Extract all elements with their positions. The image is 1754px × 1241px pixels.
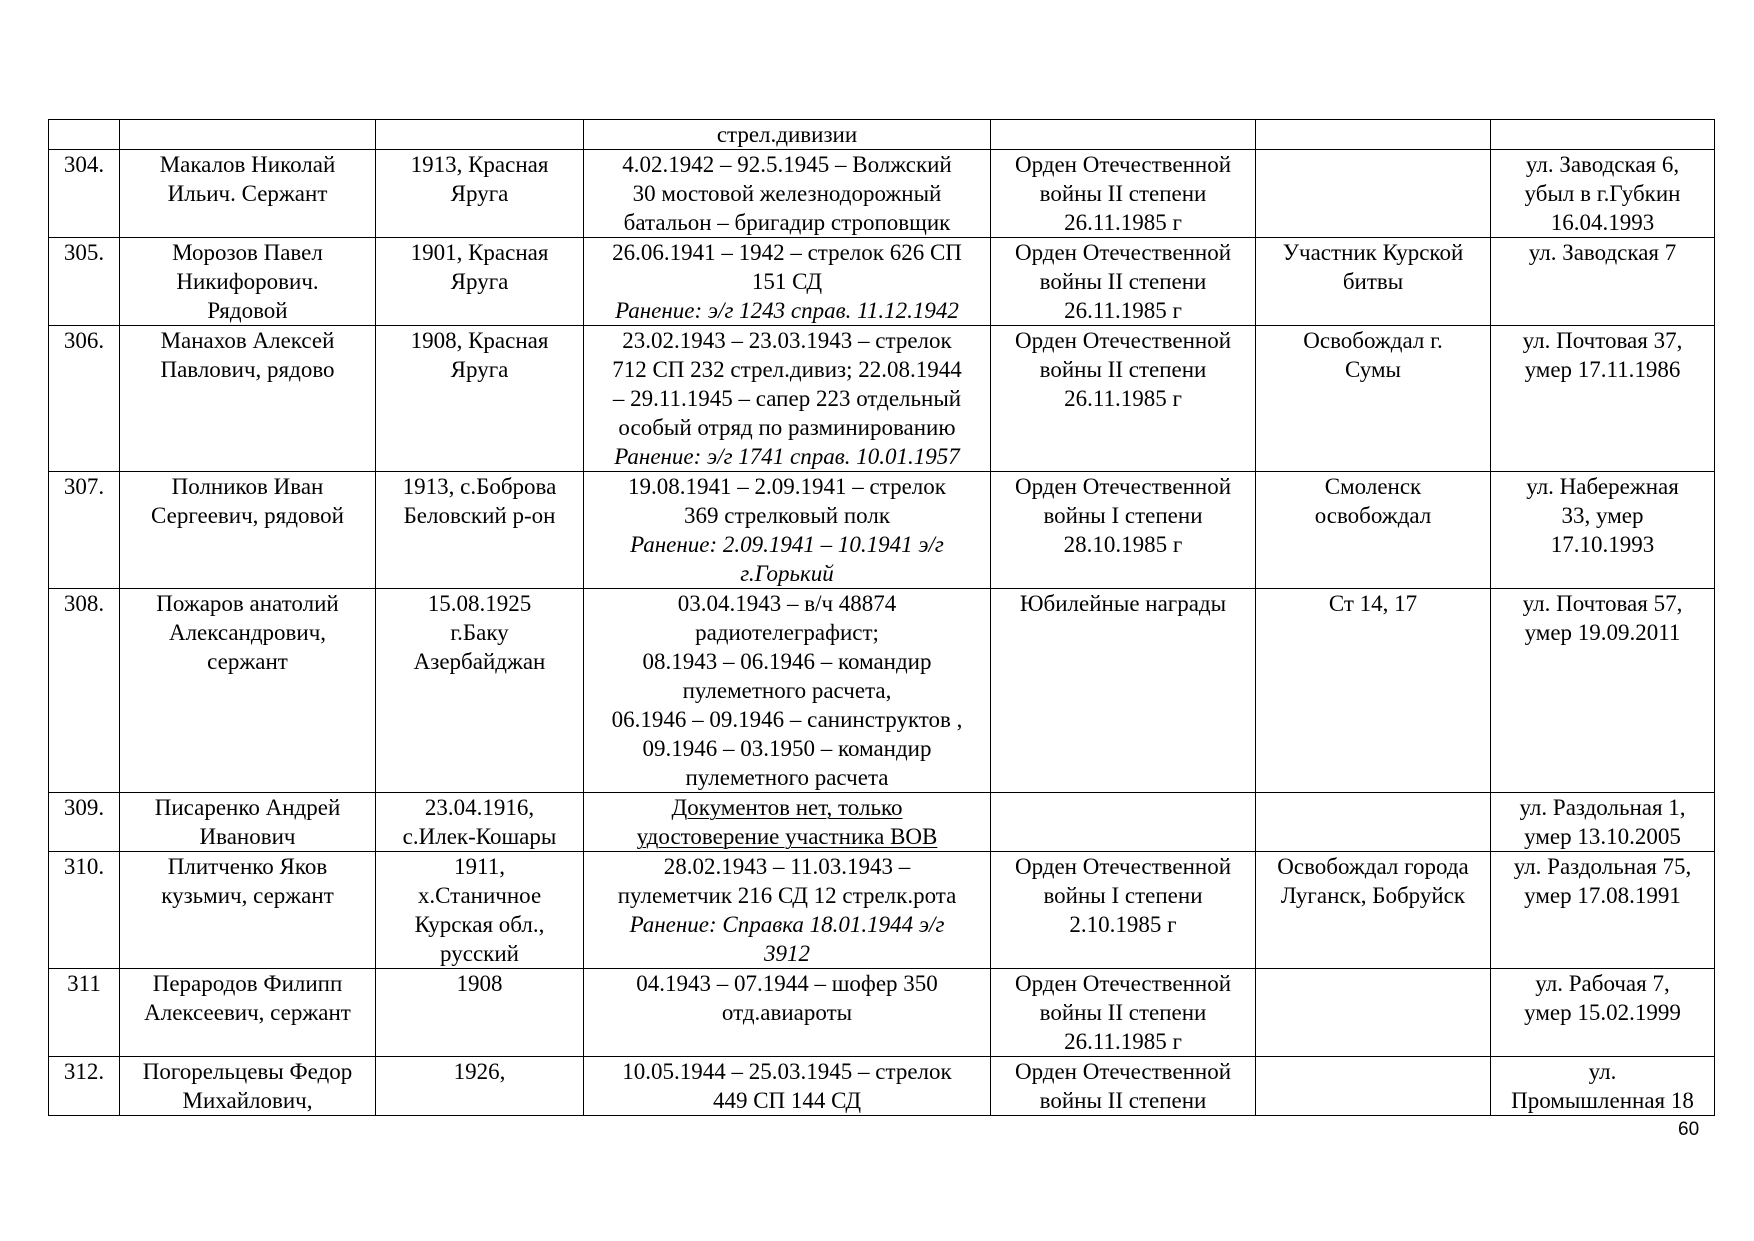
award-line: войны I степени xyxy=(1043,503,1203,528)
birth-line: 1913, с.Боброва xyxy=(402,474,557,499)
birth-cell xyxy=(376,238,584,326)
service-cell xyxy=(584,969,991,1057)
injury-line: Ранение: 2.09.1941 – 10.1941 э/г xyxy=(630,532,944,557)
battles-cell xyxy=(1256,969,1491,1057)
table-row xyxy=(49,238,1715,326)
battles-line: освобождал xyxy=(1314,503,1432,528)
service-line: пулеметного расчета xyxy=(685,765,889,790)
battles-cell xyxy=(1256,150,1491,238)
address-cell xyxy=(1491,326,1715,472)
award-line: Орден Отечественной xyxy=(1014,240,1232,265)
battles-cell xyxy=(1256,238,1491,326)
address-line: ул. Набережная xyxy=(1526,474,1679,499)
award-line: Орден Отечественной xyxy=(1014,152,1232,177)
name-line: Пожаров анатолий xyxy=(156,591,339,616)
table-row xyxy=(49,150,1715,238)
birth-line: русский xyxy=(440,941,519,966)
birth-line: 1901, Красная xyxy=(410,240,549,265)
table-row xyxy=(49,472,1715,589)
battles-line: Ст 14, 17 xyxy=(1328,591,1418,616)
address-line: умер 13.10.2005 xyxy=(1524,824,1681,849)
birth-cell xyxy=(376,969,584,1057)
table-row xyxy=(49,969,1715,1057)
address-cell xyxy=(1491,238,1715,326)
service-line: 4.02.1942 – 92.5.1945 – Волжский xyxy=(622,152,952,177)
award-line: войны II степени xyxy=(1039,1088,1207,1113)
birth-line: Яруга xyxy=(450,269,509,294)
service-line: пулеметного расчета, xyxy=(682,678,892,703)
award-line: Орден Отечественной xyxy=(1014,971,1232,996)
award-cell xyxy=(991,852,1256,969)
service-line: Документов нет, только xyxy=(671,795,903,820)
service-cell xyxy=(584,150,991,238)
birth-line: 15.08.1925 xyxy=(427,591,532,616)
page-number: 60 xyxy=(1678,1119,1700,1140)
address-cell xyxy=(1491,472,1715,589)
number-cell xyxy=(49,120,120,150)
birth-line: 1908 xyxy=(456,971,503,996)
birth-line: г.Баку xyxy=(450,620,509,645)
award-cell xyxy=(991,793,1256,852)
address-line: убыл в г.Губкин xyxy=(1524,181,1681,206)
service-line: 369 стрелковый полк xyxy=(683,503,890,528)
battles-line: Освобождал г. xyxy=(1303,328,1443,353)
battles-cell xyxy=(1256,793,1491,852)
birth-cell xyxy=(376,852,584,969)
award-line: войны II степени xyxy=(1039,357,1207,382)
service-line: 712 СП 232 стрел.дивиз; 22.08.1944 xyxy=(612,357,962,382)
birth-line: Беловский р-он xyxy=(403,503,556,528)
battles-line: Смоленск xyxy=(1324,474,1422,499)
name-cell xyxy=(120,150,376,238)
injury-line: г.Горький xyxy=(740,561,834,586)
name-line: Ильич. Сержант xyxy=(167,181,328,206)
birth-line: Азербайджан xyxy=(413,649,546,674)
service-line: 04.1943 – 07.1944 – шофер 350 xyxy=(636,971,938,996)
battles-line: Освобождал города xyxy=(1277,854,1469,879)
battles-cell xyxy=(1256,1057,1491,1116)
address-line: 17.10.1993 xyxy=(1550,532,1655,557)
number-cell: 310. xyxy=(49,852,120,969)
table-row xyxy=(49,589,1715,793)
name-cell xyxy=(120,120,376,150)
service-line: 449 СП 144 СД xyxy=(712,1088,862,1113)
address-line: ул. Почтовая 37, xyxy=(1522,328,1683,353)
award-cell xyxy=(991,589,1256,793)
service-line: 06.1946 – 09.1946 – санинструктов , xyxy=(611,707,963,732)
address-cell xyxy=(1491,793,1715,852)
address-line: умер 15.02.1999 xyxy=(1524,1000,1681,1025)
address-line: ул. xyxy=(1588,1059,1617,1084)
award-cell xyxy=(991,1057,1256,1116)
award-line: 2.10.1985 г xyxy=(1069,912,1177,937)
service-line: 09.1946 – 03.1950 – командир xyxy=(642,736,932,761)
service-line: 28.02.1943 – 11.03.1943 – xyxy=(663,854,911,879)
number-cell: 305. xyxy=(49,238,120,326)
address-line: 16.04.1993 xyxy=(1550,210,1655,235)
service-line: 151 СД xyxy=(751,269,823,294)
injury-line: 3912 xyxy=(764,941,810,966)
award-cell xyxy=(991,150,1256,238)
address-line: умер 17.11.1986 xyxy=(1524,357,1681,382)
service-cell xyxy=(584,1057,991,1116)
birth-line: с.Илек-Кошары xyxy=(402,824,557,849)
award-cell xyxy=(991,238,1256,326)
battles-line: Участник Курской xyxy=(1282,240,1464,265)
injury-line: Ранение: э/г 1243 справ. 11.12.1942 xyxy=(615,298,959,323)
birth-line: Яруга xyxy=(450,181,509,206)
service-line: 23.02.1943 – 23.03.1943 – стрелок xyxy=(622,328,952,353)
name-line: Перародов Филипп xyxy=(152,971,343,996)
address-line: ул. Раздольная 1, xyxy=(1519,795,1686,820)
name-line: кузьмич, сержант xyxy=(161,883,334,908)
birth-line: х.Станичное xyxy=(417,883,542,908)
birth-line: 1911, xyxy=(454,854,505,879)
address-line: ул. Рабочая 7, xyxy=(1535,971,1670,996)
table-row xyxy=(49,793,1715,852)
name-cell xyxy=(120,793,376,852)
number-cell: 304. xyxy=(49,150,120,238)
service-line: – 29.11.1945 – сапер 223 отдельный xyxy=(612,386,962,411)
address-cell xyxy=(1491,969,1715,1057)
name-cell xyxy=(120,1057,376,1116)
name-cell xyxy=(120,589,376,793)
battles-cell xyxy=(1256,472,1491,589)
name-cell xyxy=(120,969,376,1057)
table-row xyxy=(49,326,1715,472)
birth-cell xyxy=(376,326,584,472)
address-line: умер 19.09.2011 xyxy=(1524,620,1681,645)
battles-cell xyxy=(1256,120,1491,150)
award-line: 26.11.1985 г xyxy=(1064,210,1182,235)
name-line: Александрович, xyxy=(168,620,327,645)
birth-line: 23.04.1916, xyxy=(424,795,535,820)
table-row xyxy=(49,1057,1715,1116)
number-cell: 306. xyxy=(49,326,120,472)
injury-line: Ранение: э/г 1741 справ. 10.01.1957 xyxy=(614,444,960,469)
name-line: Морозов Павел xyxy=(172,240,323,265)
service-line: 26.06.1941 – 1942 – стрелок 626 СП xyxy=(612,240,962,265)
birth-cell xyxy=(376,1057,584,1116)
award-line: войны I степени xyxy=(1043,883,1203,908)
name-cell xyxy=(120,326,376,472)
number-cell: 309. xyxy=(49,793,120,852)
award-line: 26.11.1985 г xyxy=(1064,1029,1182,1054)
birth-line: 1908, Красная xyxy=(410,328,549,353)
name-line: Макалов Николай xyxy=(159,152,336,177)
service-line: отд.авиароты xyxy=(721,1000,853,1025)
service-line: батальон – бригадир строповщик xyxy=(623,210,951,235)
birth-cell xyxy=(376,793,584,852)
veterans-table xyxy=(48,119,1715,1116)
battles-line: Сумы xyxy=(1345,357,1401,382)
name-line: Алексеевич, сержант xyxy=(144,1000,351,1025)
award-line: войны II степени xyxy=(1039,269,1207,294)
award-line: Орден Отечественной xyxy=(1014,854,1232,879)
award-cell xyxy=(991,326,1256,472)
award-line: Орден Отечественной xyxy=(1014,328,1232,353)
service-cell xyxy=(584,326,991,472)
name-line: Павлович, рядово xyxy=(160,357,335,382)
service-cell xyxy=(584,589,991,793)
address-line: ул. Заводская 6, xyxy=(1525,152,1680,177)
name-line: Плитченко Яков xyxy=(167,854,328,879)
service-line: 10.05.1944 – 25.03.1945 – стрелок xyxy=(622,1059,952,1084)
number-cell: 312. xyxy=(49,1057,120,1116)
service-line: особый отряд по разминированию xyxy=(618,415,956,440)
table-body xyxy=(49,120,1715,1116)
service-cell xyxy=(584,472,991,589)
name-cell xyxy=(120,238,376,326)
service-cell xyxy=(584,852,991,969)
service-cell xyxy=(584,793,991,852)
number-cell: 307. xyxy=(49,472,120,589)
service-line: 03.04.1943 – в/ч 48874 xyxy=(677,591,897,616)
birth-line: Яруга xyxy=(450,357,509,382)
award-cell xyxy=(991,472,1256,589)
award-line: Орден Отечественной xyxy=(1014,474,1232,499)
number-cell: 308. xyxy=(49,589,120,793)
birth-line: 1926, xyxy=(453,1059,506,1084)
service-cell xyxy=(584,238,991,326)
name-line: сержант xyxy=(207,649,288,674)
award-cell xyxy=(991,969,1256,1057)
award-line: войны II степени xyxy=(1039,181,1207,206)
address-line: Промышленная 18 xyxy=(1511,1088,1694,1113)
address-cell xyxy=(1491,589,1715,793)
service-line: удостоверение участника ВОВ xyxy=(636,824,938,849)
injury-line: Ранение: Справка 18.01.1944 э/г xyxy=(629,912,945,937)
address-line: ул. Заводская 7 xyxy=(1528,240,1677,265)
table-row xyxy=(49,120,1715,150)
name-line: Писаренко Андрей xyxy=(154,795,341,820)
name-line: Полников Иван xyxy=(171,474,324,499)
name-cell xyxy=(120,852,376,969)
award-line: войны II степени xyxy=(1039,1000,1207,1025)
name-line: Рядовой xyxy=(207,298,288,323)
service-line: стрел.дивизии xyxy=(716,122,858,147)
name-line: Погорельцевы Федор xyxy=(142,1059,353,1084)
award-line: 26.11.1985 г xyxy=(1064,298,1182,323)
award-line: Юбилейные награды xyxy=(1019,591,1227,616)
address-line: умер 17.08.1991 xyxy=(1524,883,1681,908)
name-line: Иванович xyxy=(199,824,296,849)
birth-cell xyxy=(376,589,584,793)
service-line: радиотелеграфист; xyxy=(695,620,879,645)
battles-cell xyxy=(1256,326,1491,472)
birth-cell xyxy=(376,120,584,150)
address-line: 33, умер xyxy=(1561,503,1644,528)
battles-cell xyxy=(1256,589,1491,793)
name-line: Манахов Алексей xyxy=(160,328,335,353)
award-line: 28.10.1985 г xyxy=(1063,532,1183,557)
name-line: Михайлович, xyxy=(182,1088,313,1113)
address-line: ул. Почтовая 57, xyxy=(1522,591,1683,616)
name-line: Сергеевич, рядовой xyxy=(151,503,344,528)
birth-line: 1913, Красная xyxy=(410,152,549,177)
table-row xyxy=(49,852,1715,969)
battles-cell xyxy=(1256,852,1491,969)
service-cell xyxy=(584,120,991,150)
address-cell xyxy=(1491,1057,1715,1116)
award-cell xyxy=(991,120,1256,150)
award-line: 26.11.1985 г xyxy=(1064,386,1182,411)
service-line: пулеметчик 216 СД 12 стрелк.рота xyxy=(617,883,957,908)
name-line: Никифорович. xyxy=(176,269,319,294)
battles-line: битвы xyxy=(1342,269,1404,294)
address-line: ул. Раздольная 75, xyxy=(1513,854,1692,879)
number-cell: 311 xyxy=(49,969,120,1057)
address-cell xyxy=(1491,852,1715,969)
birth-line: Курская обл., xyxy=(414,912,545,937)
address-cell xyxy=(1491,120,1715,150)
battles-line: Луганск, Бобруйск xyxy=(1280,883,1466,908)
award-line: Орден Отечественной xyxy=(1014,1059,1232,1084)
name-cell xyxy=(120,472,376,589)
birth-cell xyxy=(376,150,584,238)
address-cell xyxy=(1491,150,1715,238)
service-line: 19.08.1941 – 2.09.1941 – стрелок xyxy=(628,474,946,499)
service-line: 30 мостовой железнодорожный xyxy=(632,181,942,206)
service-line: 08.1943 – 06.1946 – командир xyxy=(642,649,932,674)
birth-cell xyxy=(376,472,584,589)
